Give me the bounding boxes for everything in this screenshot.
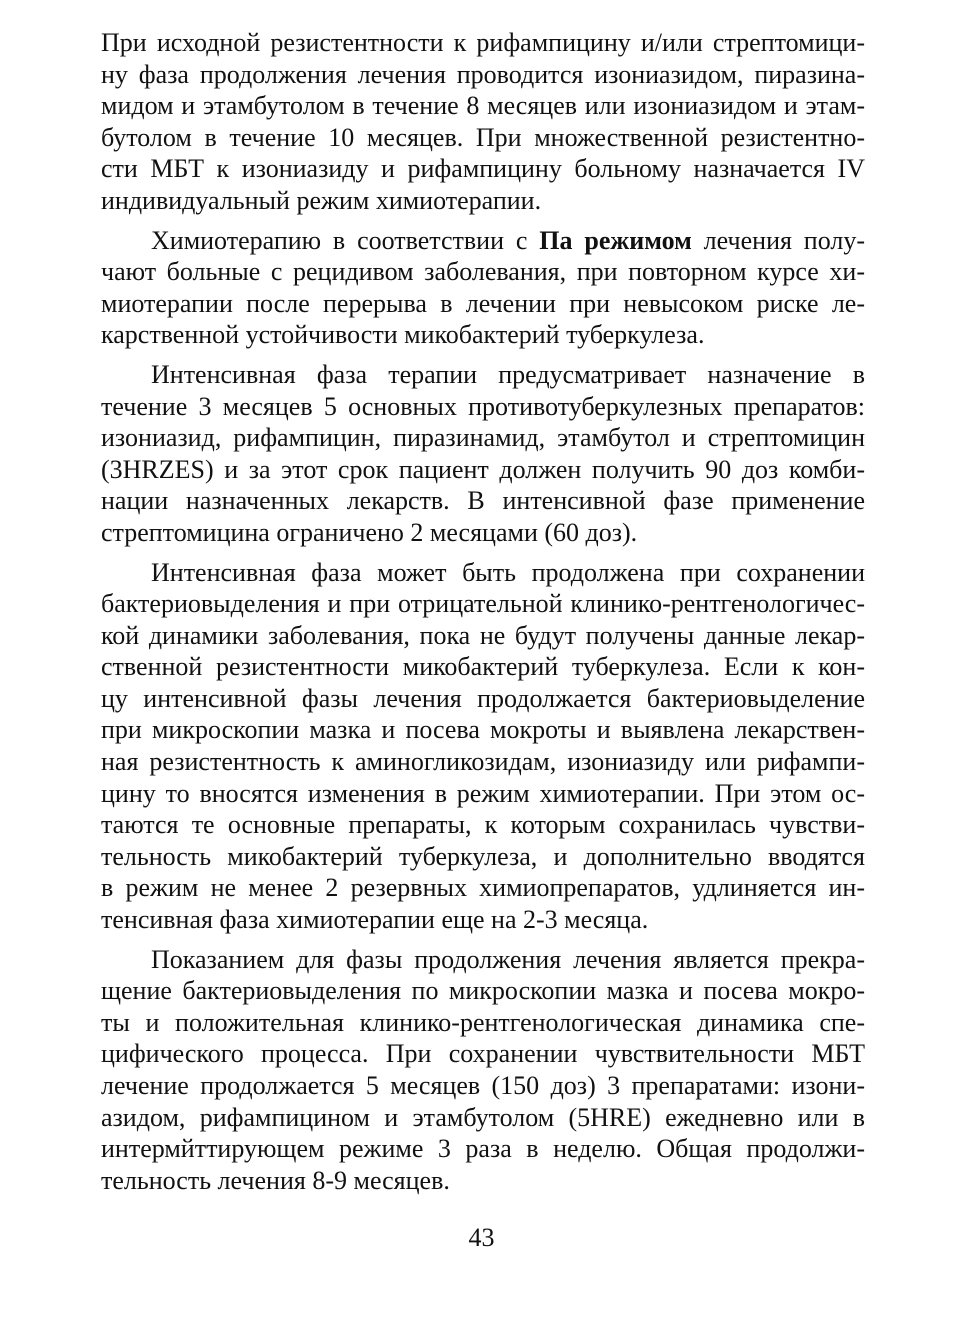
text-line: мидом и этамбутолом в течение 8 месяцев или изониазидом и этам-: [101, 91, 865, 121]
text-line: индивидуальный режим химиотерапии.: [101, 185, 542, 215]
text-line: щение бактериовыделения по микроскопии мазка и посева мокро-: [101, 976, 865, 1006]
text-line: кой динамики заболевания, пока не будут получены данные лекар-: [101, 620, 865, 650]
text-line: течение 3 месяцев 5 основных противотуберкулезных препаратов:: [101, 391, 865, 421]
text-run: лечения полу-: [691, 225, 866, 255]
regimen-term-bold: Па режимом: [539, 225, 692, 255]
text-line: бутолом в течение 10 месяцев. При множественной резистентно-: [101, 122, 865, 152]
text-line: цифического процесса. При сохранении чувствительности МБТ: [101, 1039, 865, 1069]
text-line: азидом, рифампицином и этамбутолом (5HRE) ежедневно или в: [101, 1102, 865, 1132]
text-line: бактериовыделения и при отрицательной клинико-рентгенологичес-: [101, 589, 865, 619]
text-line: (3HRZES) и за этот срок пациент должен получить 90 доз комби-: [101, 454, 865, 484]
text-line: ну фаза продолжения лечения проводится изониазидом, пиразина-: [101, 59, 865, 89]
text-line: цину то вносятся изменения в режим химиотерапии. При этом ос-: [101, 778, 865, 808]
text-line: При исходной резистентности к рифампицину и/или стрептомици-: [101, 28, 865, 57]
paragraph-3: [101, 359, 865, 549]
text-line: [101, 225, 865, 257]
text-line: ственной резистентности микобактерий туберкулеза. Если к кон-: [101, 652, 865, 682]
text-line: при микроскопии мазка и посева мокроты и выявлена лекарствен-: [101, 715, 865, 745]
text-line: цу интенсивной фазы лечения продолжается бактериовыделение: [101, 683, 865, 713]
paragraph-2: [101, 225, 865, 351]
paragraph-5: [101, 944, 865, 1197]
text-line: карственной устойчивости микобактерий туберкулеза.: [101, 320, 705, 350]
text-line: лечение продолжается 5 месяцев (150 доз) 3 препаратами: изони-: [101, 1071, 865, 1100]
text-line: стрептомицина ограничено 2 месяцами (60 доз).: [101, 517, 638, 547]
text-line: ная резистентность к аминогликозидам, изониазиду или рифампи-: [101, 747, 865, 777]
text-line: тельность лечения 8-9 месяцев.: [101, 1165, 450, 1195]
text-line: сти МБТ к изониазиду и рифампицину больному назначается IV: [101, 154, 865, 184]
text-line: Интенсивная фаза терапии предусматривает назначение в: [151, 359, 865, 389]
paragraph-1: [101, 27, 865, 217]
page-number: 43: [468, 1223, 495, 1252]
text-line: интермйттирующем режиме 3 раза в неделю. Общая продолжи-: [101, 1134, 865, 1164]
paragraph-4: [101, 557, 865, 936]
text-line: Интенсивная фаза может быть продолжена при сохранении: [151, 557, 865, 587]
text-line: тельность микобактерий туберкулеза, и дополнительно вводятся: [101, 841, 865, 871]
body-text: [101, 27, 865, 1204]
text-run: Химиотерапию в соответствии с: [151, 225, 540, 255]
text-line: изониазид, рифампицин, пиразинамид, этамбутол и стрептомицин: [101, 423, 865, 453]
text-line: миотерапии после перерыва в лечении при невысоком риске ле-: [101, 288, 865, 318]
text-line: Показанием для фазы продолжения лечения является прекра-: [151, 944, 865, 974]
text-line: нации назначенных лекарств. В интенсивной фазе применение: [101, 486, 865, 516]
text-line: в режим не менее 2 резервных химиопрепаратов, удлиняется ин-: [101, 873, 865, 903]
text-line: тенсивная фаза химиотерапии еще на 2-3 месяца.: [101, 905, 649, 935]
text-line: таются те основные препараты, к которым сохранилась чувстви-: [101, 810, 865, 840]
text-line: чают больные с рецидивом заболевания, при повторном курсе хи-: [101, 257, 865, 287]
text-line: ты и положительная клинико-рентгенологическая динамика спе-: [101, 1007, 865, 1037]
